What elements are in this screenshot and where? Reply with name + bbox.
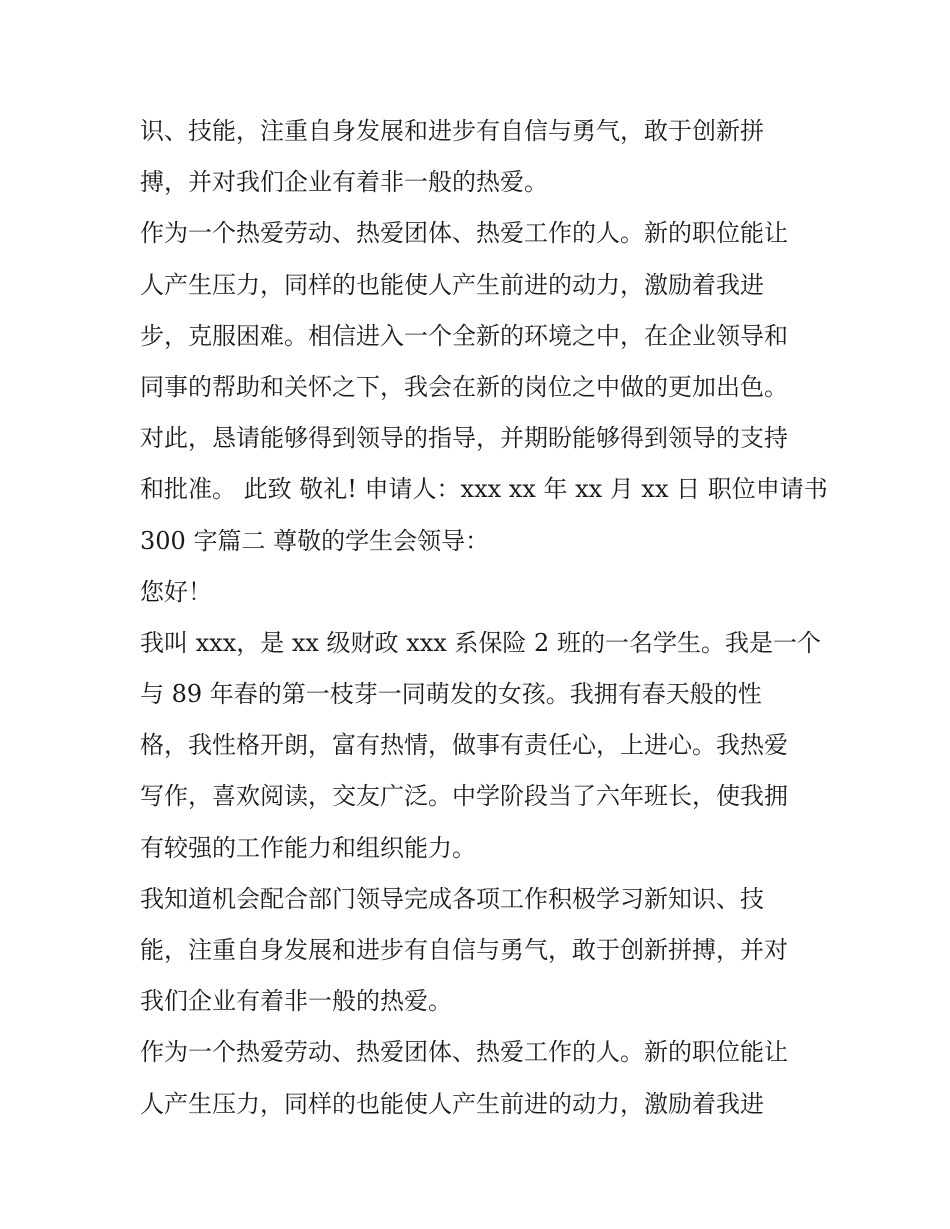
text-line: 有较强的工作能力和组织能力。 [140,833,476,862]
text-line: 步，克服困难。相信进入一个全新的环境之中，在企业领导和 [140,321,788,350]
text-line: 我叫 xxx，是 xx 级财政 xxx 系保险 2 班的一名学生。我是一个 [140,628,821,657]
text-line: 与 89 年春的第一枝芽一同萌发的女孩。我拥有春天般的性 [140,680,762,709]
text-line: 人产生压力，同样的也能使人产生前进的动力，激励着我进 [140,1089,764,1118]
text-line: 300 字篇二 尊敬的学生会领导： [140,526,490,555]
text-line: 我们企业有着非一般的热爱。 [140,987,452,1016]
text-line: 识、技能，注重自身发展和进步有自信与勇气，敢于创新拼 [140,117,764,145]
text-line: 我知道机会配合部门领导完成各项工作积极学习新知识、技 [140,884,764,913]
body-text [140,106,830,1130]
text-line: 作为一个热爱劳动、热爱团体、热爱工作的人。新的职位能让 [140,219,788,248]
text-line: 作为一个热爱劳动、热爱团体、热爱工作的人。新的职位能让 [140,1038,788,1067]
text-line: 格，我性格开朗，富有热情，做事有责任心，上进心。我热爱 [140,731,788,760]
text-line: 您好！ [140,577,212,606]
text-line: 对此，恳请能够得到领导的指导，并期盼能够得到领导的支持 [140,424,788,453]
text-line: 写作，喜欢阅读，交友广泛。中学阶段当了六年班长，使我拥 [140,782,788,811]
text-line: 人产生压力，同样的也能使人产生前进的动力，激励着我进 [140,270,764,299]
text-line: 能，注重自身发展和进步有自信与勇气，敢于创新拼搏，并对 [140,936,788,964]
text-line: 搏，并对我们企业有着非一般的热爱。 [140,168,548,197]
text-line: 和批准。 此致 敬礼! 申请人：xxx xx 年 xx 月 xx 日 职位申请书 [140,475,828,504]
text-line: 同事的帮助和关怀之下，我会在新的岗位之中做的更加出色。 [140,372,788,401]
